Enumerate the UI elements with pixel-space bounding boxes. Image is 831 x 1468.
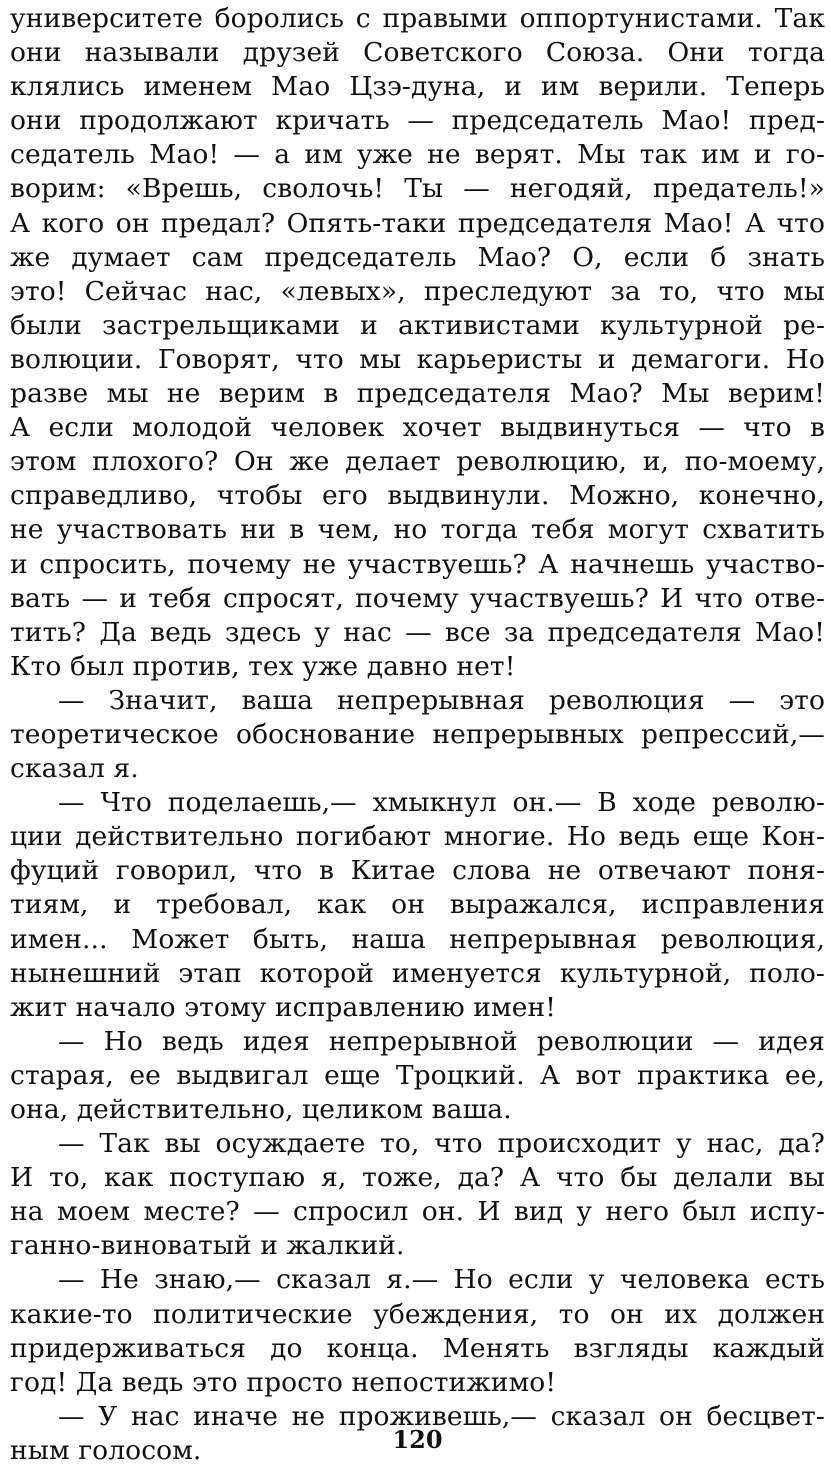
- text-line: А если молодой человек хочет выдвинуться — что в: [10, 412, 825, 444]
- text-line: — Не знаю,— сказал я.— Но если у человека есть: [58, 1264, 825, 1296]
- text-line: — Что поделаешь,— хмыкнул он.— В ходе револю-: [58, 787, 825, 819]
- book-page: [10, 0, 825, 1466]
- text-line: тиям, и требовал, как он выражался, исправления: [10, 889, 825, 921]
- text-line: сказал я.: [10, 753, 139, 785]
- text-line: нынешний этап которой именуется культурной, поло-: [10, 957, 825, 989]
- text-line: вать — и тебя спросят, почему участвуешь? И что отве-: [10, 582, 825, 614]
- text-line: не участвовать ни в чем, но тогда тебя могут схватить: [10, 514, 825, 546]
- text-line: придерживаться до конца. Менять взгляды каждый: [10, 1332, 825, 1364]
- text-line: же думает сам председатель Мао? О, если б знать: [10, 241, 825, 273]
- text-line: имен... Может быть, наша непрерывная революция,: [10, 923, 825, 955]
- text-line: фуций говорил, что в Китае слова не отвечают поня-: [10, 855, 825, 887]
- text-line: ции действительно погибают многие. Но ведь еще Кон-: [10, 821, 825, 853]
- text-line: ганно-виноватый и жалкий.: [10, 1230, 405, 1262]
- text-line: клялись именем Мао Цзэ-дуна, и им верили. Теперь: [10, 71, 825, 103]
- text-line: и спросить, почему не участвуешь? А начнешь участво-: [10, 548, 825, 580]
- text-line: тить? Да ведь здесь у нас — все за председателя Мао!: [10, 616, 825, 648]
- text-line: университете боролись с правыми оппортунистами. Так: [10, 3, 825, 34]
- text-line: седатель Мао! — а им уже не верят. Мы так им и го-: [10, 139, 825, 171]
- text-line: были застрельщиками и активистами культурной ре-: [10, 309, 825, 341]
- text-line: — Так вы осуждаете то, что происходит у нас, да?: [58, 1128, 825, 1160]
- text-line: справедливо, чтобы его выдвинули. Можно, конечно,: [10, 480, 825, 512]
- text-line: старая, ее выдвигал еще Троцкий. А вот практика ее,: [10, 1059, 825, 1091]
- text-line: волюции. Говорят, что мы карьеристы и демагоги. Но: [10, 343, 825, 375]
- text-line: Кто был против, тех уже давно нет!: [10, 650, 516, 682]
- text-line: жит начало этому исправлению имен!: [10, 991, 557, 1023]
- text-line: на моем месте? — спросил он. И вид у него был испу-: [10, 1196, 825, 1228]
- text-line: — У нас иначе не проживешь,— сказал он бесцвет-: [58, 1400, 825, 1432]
- text-line: разве мы не верим в председателя Мао? Мы верим!: [10, 378, 825, 410]
- text-line: этом плохого? Он же делает революцию, и, по-моему,: [10, 446, 825, 478]
- text-line: теоретическое обоснование непрерывных репрессий,—: [10, 718, 825, 750]
- text-line: она, действительно, целиком ваша.: [10, 1094, 512, 1125]
- text-line: ворим: «Врешь, сволочь! Ты — негодяй, предатель!»: [10, 173, 825, 205]
- text-line: — Значит, ваша непрерывная революция — это: [58, 684, 825, 716]
- text-line: И то, как поступаю я, тоже, да? А что бы делали вы: [10, 1162, 825, 1194]
- page-number: 120: [392, 1425, 443, 1454]
- text-line: какие-то политические убеждения, то он их должен: [10, 1298, 825, 1330]
- body-text: [10, 2, 825, 1468]
- text-line: это! Сейчас нас, «левых», преследуют за то, что мы: [10, 275, 825, 307]
- text-line: они называли друзей Советского Союза. Они тогда: [10, 37, 825, 69]
- text-line: А кого он предал? Опять-таки председателя Мао! А что: [10, 207, 825, 239]
- text-line: ным голосом.: [10, 1434, 202, 1466]
- text-line: они продолжают кричать — председатель Мао! пред-: [10, 105, 825, 137]
- text-line: — Но ведь идея непрерывной революции — идея: [58, 1025, 825, 1057]
- text-line: год! Да ведь это просто непостижимо!: [10, 1366, 557, 1398]
